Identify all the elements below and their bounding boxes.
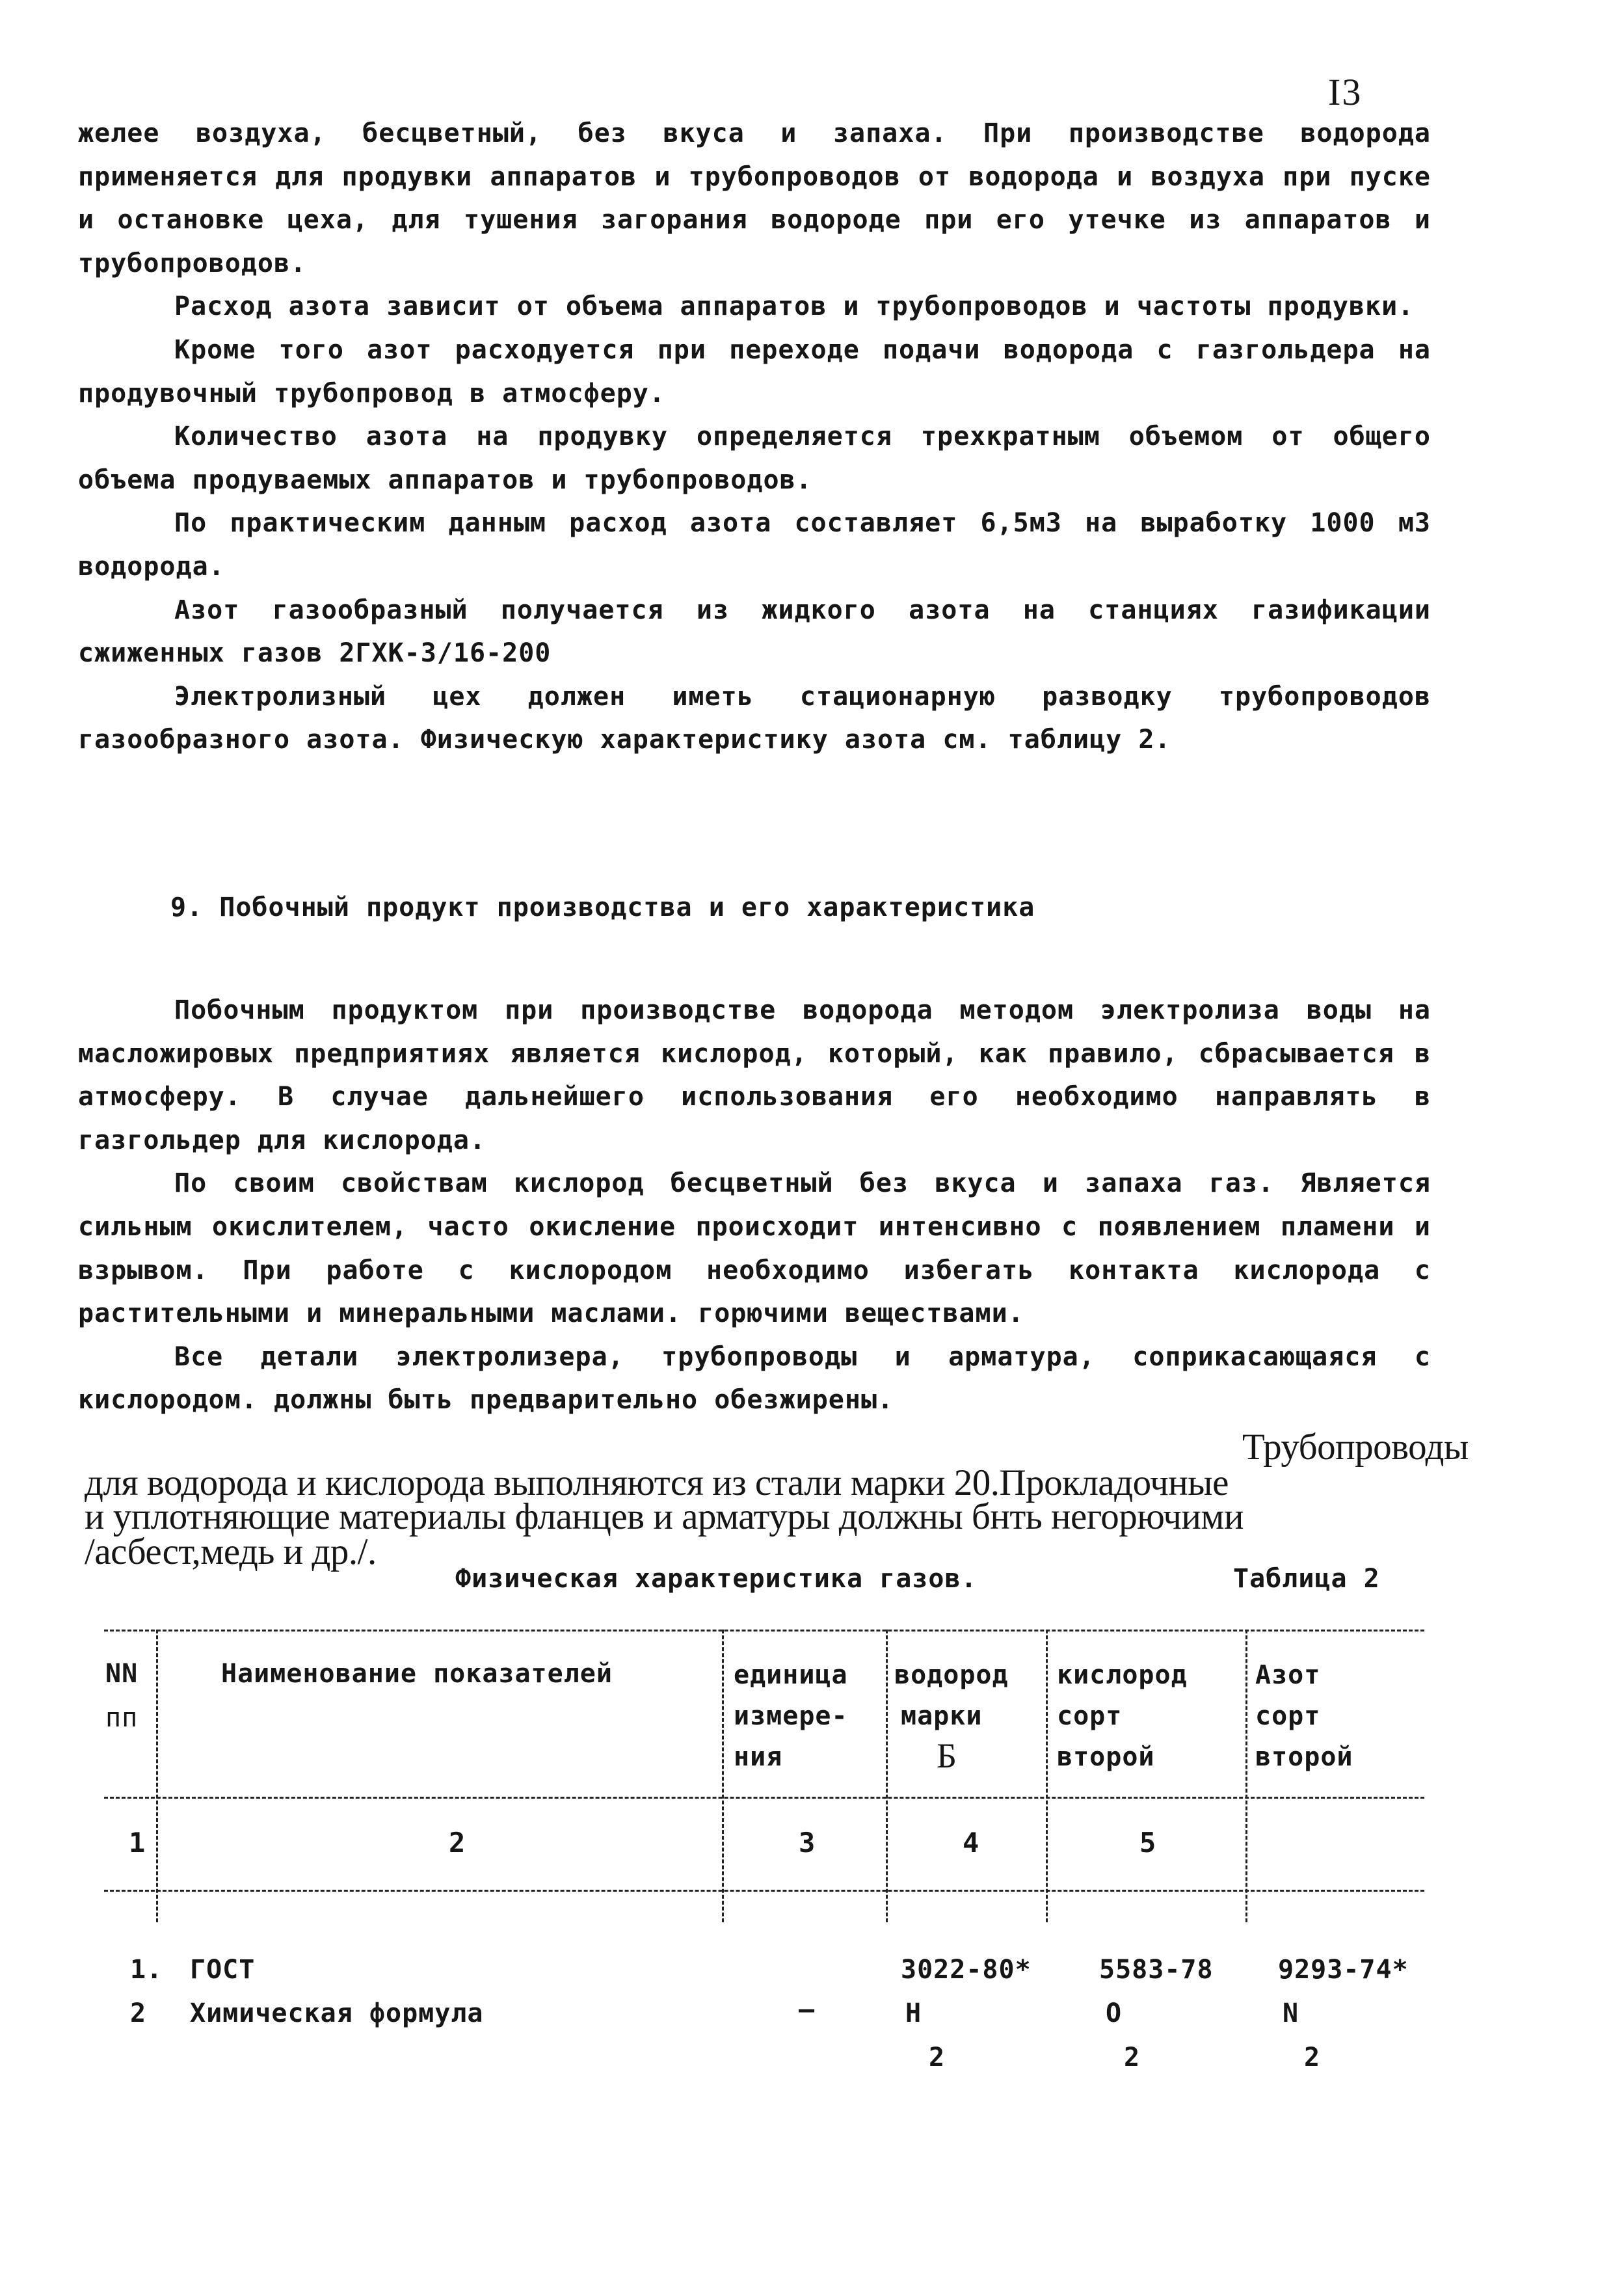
table-column-divider [722, 1630, 724, 1922]
table-label: Таблица 2 [1233, 1564, 1380, 1594]
header-col5-line1: кислород [1057, 1660, 1188, 1690]
section-heading: 9. Побочный продукт производства и его характеристика [170, 893, 1035, 922]
paragraph: По практическим данным расход азота составляет 6,5м3 на выработку 1000 м3 водорода. [78, 508, 1431, 582]
row-value-o2: O [1106, 1998, 1123, 2028]
table-column-divider [886, 1630, 888, 1922]
typed-insert-line: и уплотняющие материалы фланцев и арматуры должны бнть негорючими [85, 1496, 1244, 1537]
body-text-block-1 [78, 112, 1431, 762]
header-col6-line2: сорт [1255, 1701, 1321, 1731]
table-column-divider [1046, 1630, 1048, 1922]
row-name: ГОСТ [190, 1955, 256, 1985]
header-col6-line1: Азот [1255, 1660, 1321, 1690]
row-number: 2 [130, 1998, 147, 2028]
table-rule [104, 1630, 1424, 1631]
subscript: 2 [1124, 2043, 1141, 2073]
table-rule [104, 1797, 1424, 1799]
header-col3-line1: единица [734, 1660, 848, 1690]
header-col1-line2: пп [105, 1703, 139, 1733]
subscript: 2 [929, 2043, 946, 2073]
table-column-divider [156, 1630, 158, 1922]
column-number: 1 [129, 1827, 146, 1859]
table-rule [104, 1890, 1424, 1892]
header-col4-line3: Б [937, 1736, 958, 1775]
subscript: 2 [1304, 2043, 1321, 2073]
column-number: 5 [1139, 1827, 1156, 1859]
row-value-o2: 5583-78 [1099, 1955, 1214, 1985]
typed-insert-line: Трубопроводы [1242, 1427, 1469, 1468]
paragraph: Количество азота на продувку определяется трехкратным объемом от общего объема продуваемых аппаратов и трубопроводов. [78, 422, 1431, 495]
header-col4-line2: марки [901, 1701, 983, 1731]
paragraph: желее воздуха, бесцветный, без вкуса и запаха. При производстве водорода применяется для продувки аппаратов и трубопроводов от водорода и воздуха при пуске и остановке цеха, для тушения загорания водороде при его утечке из аппаратов и трубопроводов. [78, 118, 1431, 278]
paragraph: Азот газообразный получается из жидкого азота на станциях газификации сжиженных газов 2ГХК-3/16-200 [78, 595, 1431, 669]
row-value-h2: H [905, 1998, 922, 2028]
paragraph: Электролизный цех должен иметь стационарную разводку трубопроводов газообразного азота. Физическую характеристику азота см. таблицу 2. [78, 681, 1431, 755]
header-col3-line3: ния [734, 1742, 783, 1772]
header-col3-line2: измере- [734, 1701, 848, 1731]
row-number: 1. [130, 1955, 163, 1985]
column-number: 2 [449, 1827, 466, 1859]
body-text-block-2 [78, 989, 1431, 1422]
paragraph: Кроме того азот расходуется при переходе подачи водорода с газгольдера на продувочный трубопровод в атмосферу. [78, 334, 1431, 409]
header-col1-line1: NN [105, 1659, 139, 1689]
header-col5-line3: второй [1057, 1742, 1155, 1772]
row-value-n2: 9293-74* [1278, 1955, 1409, 1985]
row-value-h2: 3022-80* [901, 1955, 1032, 1985]
column-number: 4 [963, 1827, 979, 1859]
row-name: Химическая формула [190, 1998, 484, 2028]
typed-insert-line: /асбест,медь и др./. [85, 1531, 377, 1572]
header-col4-line1: водород [894, 1660, 1009, 1690]
paragraph: Расход азота зависит от объема аппаратов и трубопроводов и частоты продувки. [174, 291, 1415, 322]
typed-insert-line: для водорода и кислорода выполняются из стали марки 20.Прокладочные [85, 1462, 1229, 1503]
header-col5-line2: сорт [1057, 1701, 1123, 1731]
paragraph: Побочным продуктом при производстве водорода методом электролиза воды на масложировых предприятиях является кислород, который, как правило, сбрасывается в атмосферу. В случае дальнейшего использования его необходимо направлять в газгольдер для кислорода. [78, 995, 1431, 1155]
header-col6-line3: второй [1255, 1742, 1353, 1772]
table-caption: Физическая характеристика газов. [455, 1564, 978, 1594]
row-unit: – [799, 1994, 816, 2024]
paragraph: По своим свойствам кислород бесцветный без вкуса и запаха газ. Является сильным окислителем, часто окисление происходит интенсивно с появлением пламени и взрывом. При работе с кислородом необходимо избегать контакта кислорода с растительными и минеральными маслами. горючими веществами. [78, 1168, 1431, 1329]
paragraph: Все детали электролизера, трубопроводы и арматура, соприкасающаяся с кислородом. должны быть предварительно обезжирены. [78, 1341, 1431, 1416]
table-column-divider [1245, 1630, 1247, 1922]
page-number: I3 [1328, 71, 1363, 113]
row-value-n2: N [1283, 1998, 1299, 2028]
header-col2: Наименование показателей [221, 1659, 613, 1689]
column-number: 3 [799, 1827, 816, 1859]
